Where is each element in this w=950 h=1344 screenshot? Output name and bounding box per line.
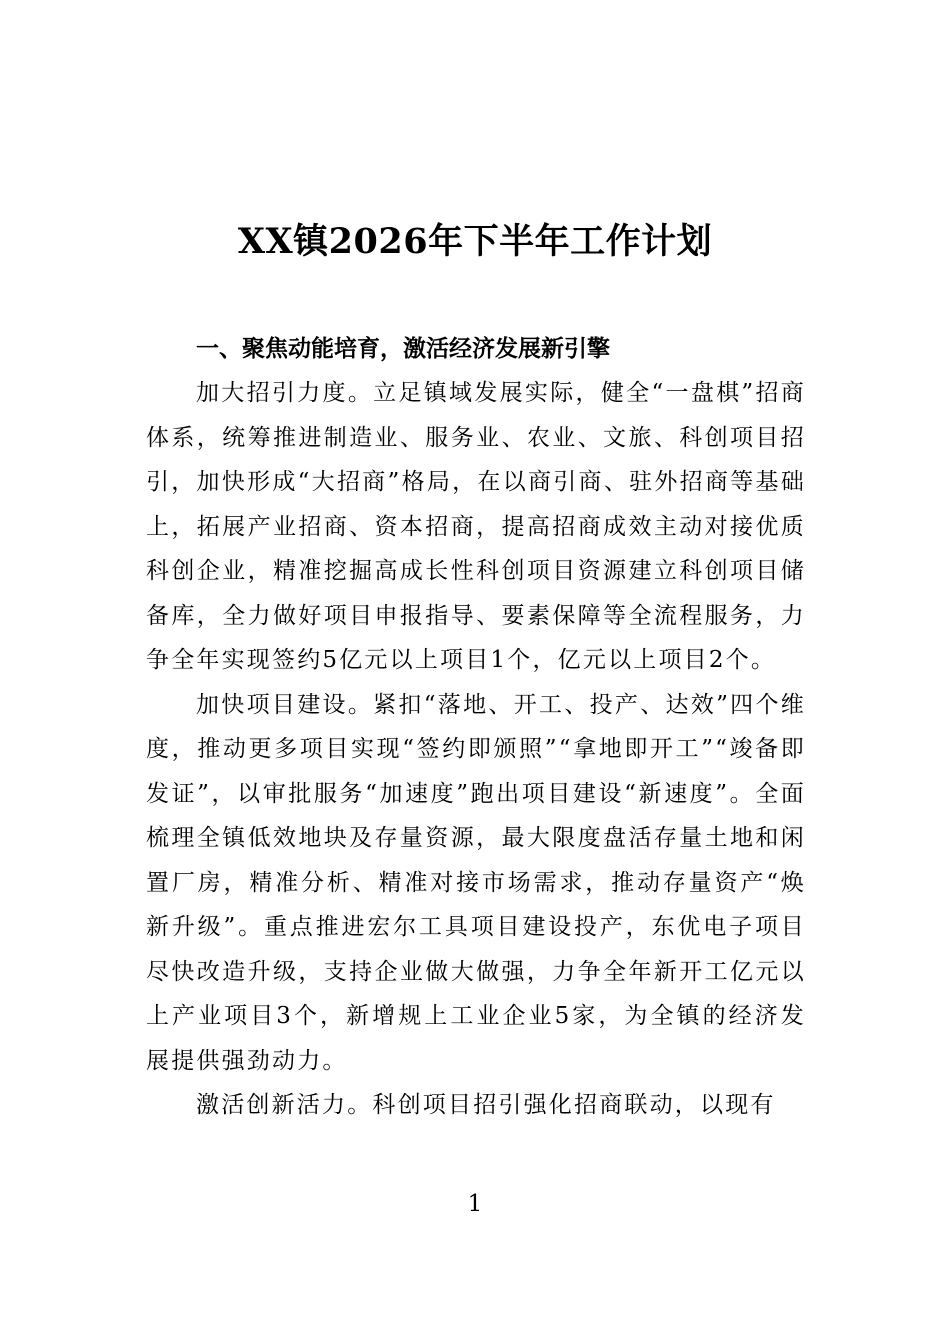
document-body <box>146 327 806 1128</box>
paragraph-project-construction: 加快项目建设。紧扣“落地、开工、投产、达效”四个维度，推动更多项目实现“签约即颁照”“拿地即开工”“竣备即发证”，以审批服务“加速度”跑出项目建设“新速度”。全面梳理全镇低效地块及存量资源，最大限度盘活存量土地和闲置厂房，精准分析、精准对接市场需求，推动存量资产“焕新升级”。重点推进宏尔工具项目建设投产，东优电子项目尽快改造升级，支持企业做大做强，力争全年新开工亿元以上产业项目3个，新增规上工业企业5家，为全镇的经济发展提供强劲动力。 <box>146 691 806 1074</box>
document-title: XX镇2026年下半年工作计划 <box>237 221 713 263</box>
page-number: 1 <box>467 1191 483 1217</box>
paragraph-innovation: 激活创新活力。科创项目招引强化招商联动，以现有 <box>196 1092 776 1118</box>
paragraph-attract-investment: 加大招引力度。立足镇域发展实际，健全“一盘棋”招商体系，统筹推进制造业、服务业、农业、文旅、科创项目招引，加快形成“大招商”格局，在以商引商、驻外招商等基础上，拓展产业招商、资本招商，提高招商成效主动对接优质科创企业，精准挖掘高成长性科创项目资源建立科创项目储备库，全力做好项目申报指导、要素保障等全流程服务，力争全年实现签约5亿元以上项目1个，亿元以上项目2个。 <box>146 380 806 673</box>
section-heading: 一、聚焦动能培育，激活经济发展新引擎 <box>196 336 610 362</box>
